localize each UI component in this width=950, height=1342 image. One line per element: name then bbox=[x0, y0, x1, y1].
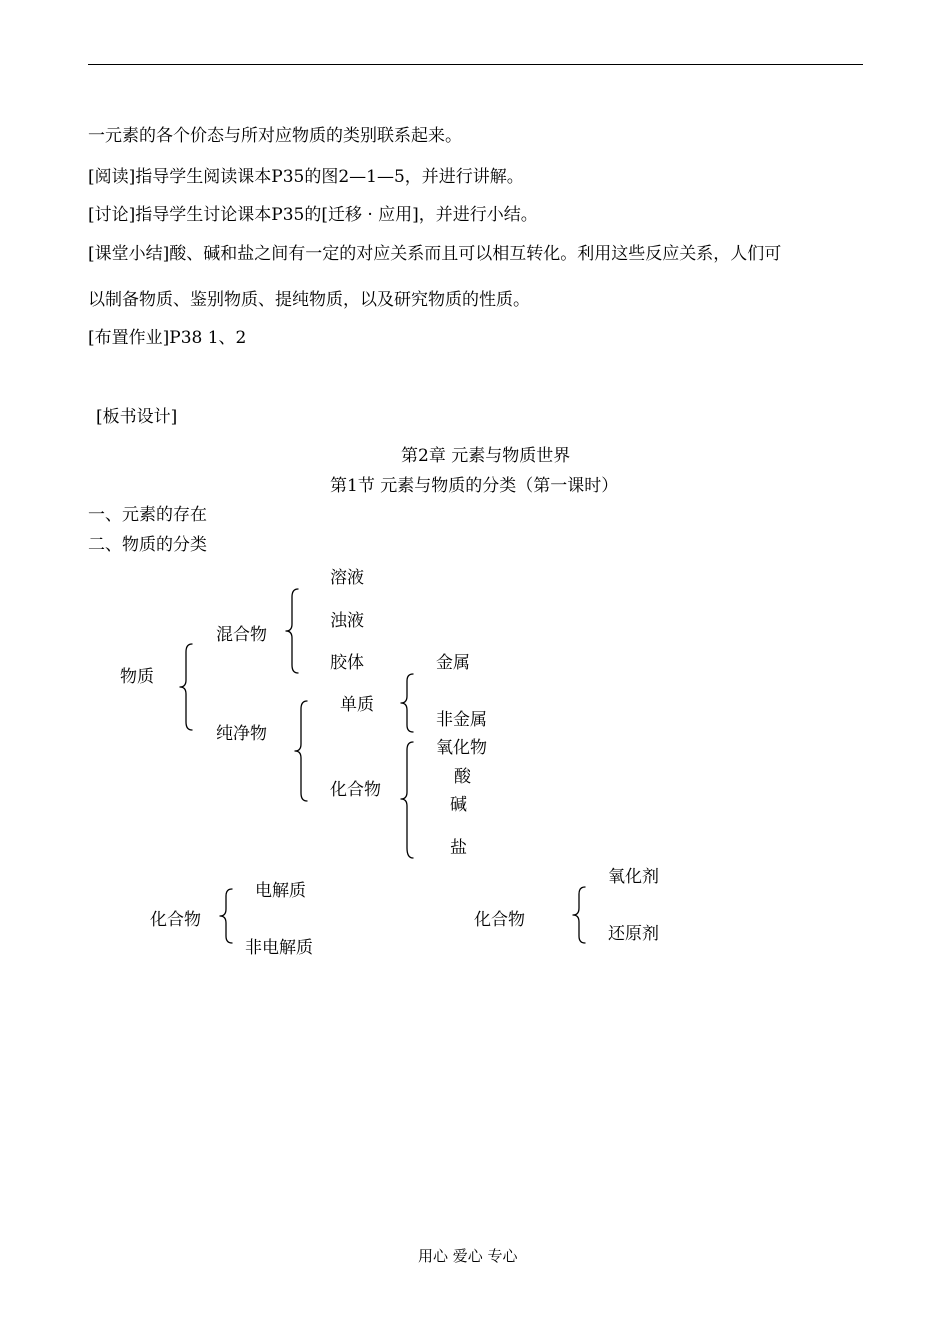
paragraph-summary-cont: 以制备物质、鉴别物质、提纯物质，以及研究物质的性质。 bbox=[88, 290, 530, 310]
paragraph-summary: [课堂小结]酸、碱和盐之间有一定的对应关系而且可以相互转化。利用这些反应关系，人们可 bbox=[88, 244, 782, 264]
tree-compound: 化合物 bbox=[330, 780, 381, 800]
page-footer: 用心 爱心 专心 bbox=[418, 1247, 518, 1265]
paragraph-homework: [布置作业]P38 1、2 bbox=[88, 328, 247, 348]
reductant-label: 还原剂 bbox=[608, 924, 659, 944]
tree-oxide: 氧化物 bbox=[436, 738, 487, 758]
chapter-title: 第2章 元素与物质世界 bbox=[401, 446, 571, 466]
tree-base: 碱 bbox=[450, 795, 467, 815]
brace-redox bbox=[571, 885, 587, 945]
tree-solution: 溶液 bbox=[330, 568, 364, 588]
tree-metal: 金属 bbox=[436, 653, 470, 673]
tree-root-substance: 物质 bbox=[120, 667, 154, 687]
brace-substance bbox=[178, 642, 194, 732]
section-title: 第1节 元素与物质的分类（第一课时） bbox=[330, 476, 619, 496]
tree-nonmetal: 非金属 bbox=[436, 710, 487, 730]
brace-mixture bbox=[284, 587, 300, 675]
brace-electrolyte bbox=[218, 887, 234, 945]
brace-element bbox=[399, 672, 415, 734]
header-rule bbox=[88, 64, 863, 65]
brace-compound bbox=[399, 740, 415, 860]
nonelectrolyte-label: 非电解质 bbox=[245, 938, 313, 958]
tree-pure: 纯净物 bbox=[216, 724, 267, 744]
point-substance-classification: 二、物质的分类 bbox=[88, 535, 207, 555]
oxidant-label: 氧化剂 bbox=[608, 867, 659, 887]
redox-root: 化合物 bbox=[474, 910, 525, 930]
tree-element: 单质 bbox=[340, 695, 374, 715]
electrolyte-root: 化合物 bbox=[150, 910, 201, 930]
paragraph-reading: [阅读]指导学生阅读课本P35的图2—1—5，并进行讲解。 bbox=[88, 167, 524, 187]
brace-pure bbox=[293, 699, 309, 803]
paragraph-discussion: [讨论]指导学生讨论课本P35的[迁移 · 应用]，并进行小结。 bbox=[88, 205, 538, 225]
tree-mixture: 混合物 bbox=[216, 625, 267, 645]
tree-salt: 盐 bbox=[450, 838, 467, 858]
tree-colloid: 胶体 bbox=[330, 653, 364, 673]
board-heading: [板书设计] bbox=[96, 407, 178, 427]
paragraph-intro: 一元素的各个价态与所对应物质的类别联系起来。 bbox=[88, 126, 462, 146]
tree-acid: 酸 bbox=[454, 767, 471, 787]
electrolyte-label: 电解质 bbox=[255, 881, 306, 901]
point-element-existence: 一、元素的存在 bbox=[88, 505, 207, 525]
tree-turbid: 浊液 bbox=[330, 611, 364, 631]
